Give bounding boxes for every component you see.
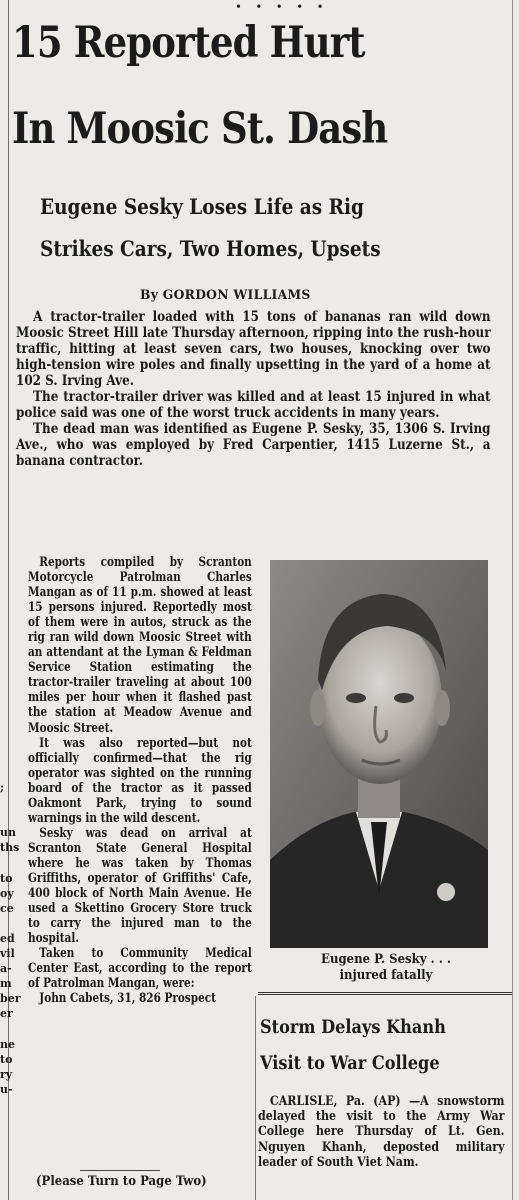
caption-line-2: injured fatally [339,968,433,983]
column-paragraph: Sesky was dead on arrival at Scranton State General Hospital where he was taken by Thomas Griffiths, operator of Griffiths' Cafe, 400 block of North Main Avenue. He used a Skettino Grocery Store truck to carry the injured man to the hospital. [28,825,252,947]
column-paragraph: It was also reported—but not officially confirmed—that the rig operator was sighted on the running board of the tractor as it passed Oakmont Park, trying to sound warnings in the wild descent. [28,735,252,826]
headline-line-1: 15 Reported Hurt [12,18,365,68]
portrait-photo [270,560,488,948]
sidebar-paragraph: CARLISLE, Pa. (AP) —A snowstorm delayed the visit to the Army War College here Thursday of Lt. Gen. Nguyen Khanh, deposted military leader of South Viet Nam. [258,1094,505,1170]
photo-caption [287,952,485,984]
column-paragraph: Reports compiled by Scranton Motorcycle Patrolman Charles Mangan as of 11 p.m. showed at least 15 persons injured. Reportedly most of them were in autos, struck as the rig ran wild down Moosic Street with an attendant at the Lyman & Feldman Service Station estimating the tractor-trailer traveling at about 100 miles per hour when it flashed past the station at Meadow Avenue and Moosic Street. [28,555,252,736]
sidebar-headline-2: Visit to War College [260,1052,440,1074]
headline-line-2: In Moosic St. Dash [12,104,388,154]
byline: By GORDON WILLIAMS [140,288,311,303]
deck-line-1: Eugene Sesky Loses Life as Rig [40,194,364,219]
jump-rule [80,1170,160,1171]
column-paragraph: John Cabets, 31, 826 Prospect [39,991,216,1007]
jump-line: (Please Turn to Page Two) [36,1174,207,1189]
lead-paragraph: The tractor-trailer driver was killed and at least 15 injured in what police said was one of the worst truck accidents in many years. [16,389,491,421]
portrait-illustration [270,560,488,948]
lead-text [16,309,491,469]
adjacent-column-fragments: ; un ths to oy ce ed vil a- m ber er ne to ry u- [0,781,21,1096]
sidebar-headline-1: Storm Delays Khanh [260,1016,446,1038]
top-ornament: • • • • • [236,0,329,15]
deck-line-2: Strikes Cars, Two Homes, Upsets [40,236,381,261]
sidebar-story [258,1094,505,1170]
caption-line-1: Eugene P. Sesky . . . [321,952,451,967]
lead-paragraph: A tractor-trailer loaded with 15 tons of bananas ran wild down Moosic Street Hill late Thursday afternoon, ripping into the rush-hour traffic, hitting at least seven cars, two houses, knocking over two high-tension wire poles and finally upsetting in the yard of a home at 102 S. Irving Ave. [16,309,491,389]
sidebar-column-divider [255,996,256,1200]
lead-paragraph: The dead man was identified as Eugene P. Sesky, 35, 1306 S. Irving Ave., who was employed by Fred Carpentier, 1415 Luzerne St., a banana contractor. [16,421,491,469]
sidebar-rule [258,992,512,998]
column-paragraph: Taken to Community Medical Center East, according to the report of Patrolman Mangan, were: [28,946,252,992]
article-column [28,555,252,1006]
